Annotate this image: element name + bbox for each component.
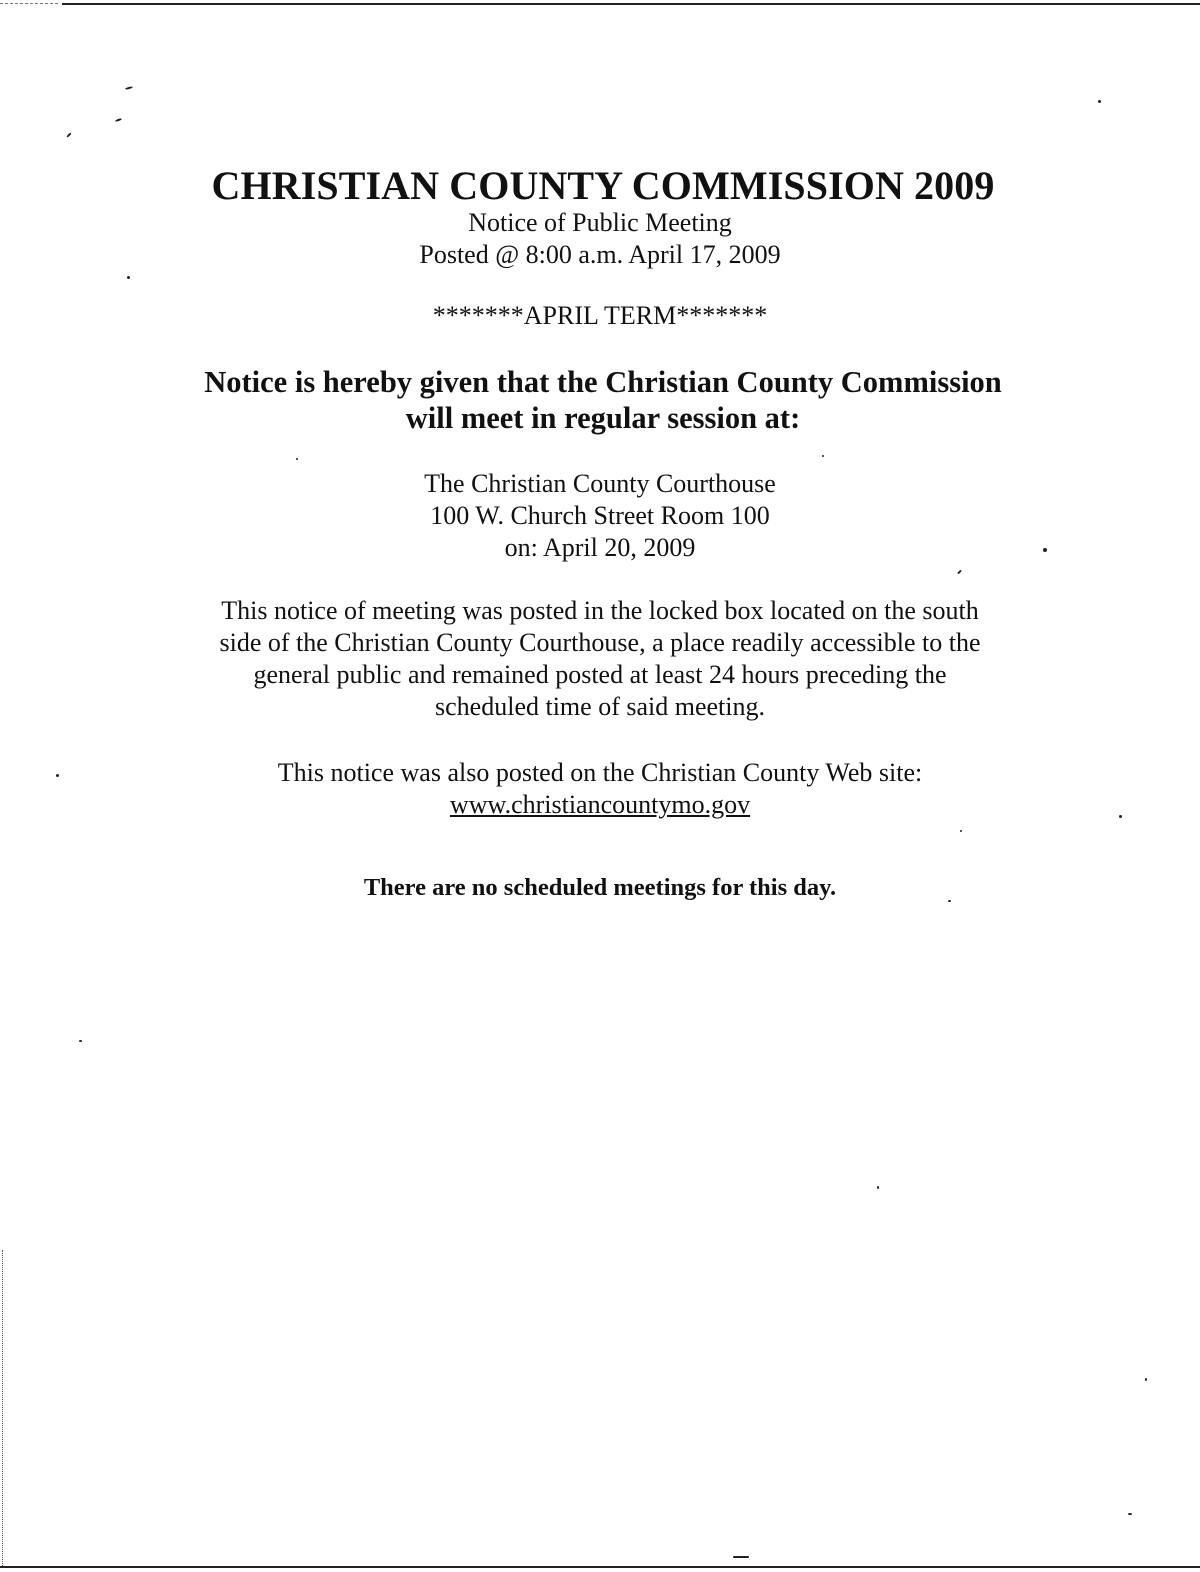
scan-speck: [115, 118, 122, 122]
meeting-location: [0, 468, 1200, 564]
scan-speck: [125, 86, 133, 90]
scan-speck: [66, 132, 72, 138]
notice-heading-line: Notice is hereby given that the Christian County Commission: [204, 365, 1002, 399]
scan-speck: [296, 458, 298, 460]
scan-top-rule: [62, 3, 1200, 5]
posting-statement-line: side of the Christian County Courthouse, a place readily accessible to the: [219, 628, 981, 657]
document-subtitle: Notice of Public Meeting: [468, 208, 732, 237]
scan-speck: [960, 830, 962, 832]
web-statement-text: This notice was also posted on the Christian County Web site:: [277, 758, 923, 787]
scan-top-rule-left: [0, 3, 58, 4]
notice-heading: [3, 364, 1200, 436]
scan-bottom-rule: [0, 1566, 1200, 1568]
scan-left-edge: [2, 1250, 3, 1566]
scan-speck: [127, 276, 130, 279]
scan-speck: [957, 570, 962, 575]
posted-timestamp: Posted @ 8:00 a.m. April 17, 2009: [419, 240, 781, 269]
scan-speck: [1145, 1378, 1147, 1381]
term-banner: *******APRIL TERM*******: [432, 301, 768, 330]
scan-speck: [733, 1556, 749, 1558]
posting-statement-line: general public and remained posted at least 24 hours preceding the: [253, 660, 947, 689]
posting-statement-line: scheduled time of said meeting.: [435, 692, 765, 721]
scan-speck: [1128, 1513, 1132, 1515]
no-meetings-notice: There are no scheduled meetings for this day.: [363, 874, 837, 901]
scan-speck: [1098, 100, 1101, 103]
posting-statement-line: This notice of meeting was posted in the locked box located on the south: [221, 596, 979, 625]
document-title: CHRISTIAN COUNTY COMMISSION 2009: [211, 163, 995, 208]
web-statement: [0, 757, 1200, 821]
scan-speck: [79, 1040, 82, 1042]
location-address: 100 W. Church Street Room 100: [430, 501, 770, 530]
meeting-date: on: April 20, 2009: [504, 533, 696, 562]
scan-speck: [822, 455, 824, 457]
website-link[interactable]: www.christiancountymo.gov: [449, 790, 751, 819]
posting-statement: [0, 595, 1200, 723]
location-place: The Christian County Courthouse: [424, 469, 776, 498]
scan-speck: [877, 1186, 879, 1189]
notice-heading-line: will meet in regular session at:: [405, 401, 801, 435]
